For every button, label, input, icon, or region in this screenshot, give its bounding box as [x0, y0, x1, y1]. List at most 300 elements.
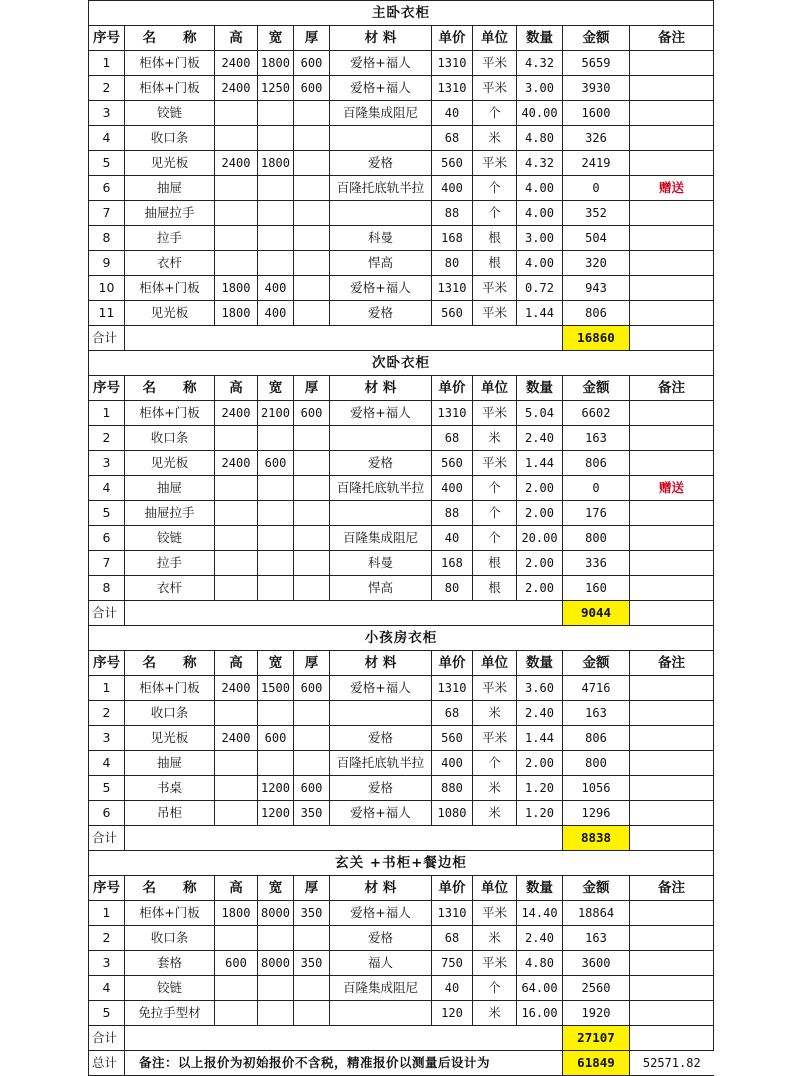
material-cell: 爱格	[330, 726, 432, 751]
material-cell: 爱格	[330, 451, 432, 476]
unit-price-cell: 40	[432, 101, 473, 126]
item-name-cell: 柜体+门板	[125, 676, 215, 701]
subtotal-amount: 27107	[563, 1026, 630, 1051]
material-cell: 百隆集成阻尼	[330, 976, 432, 1001]
subtotal-remark	[630, 326, 714, 351]
thickness-cell	[294, 576, 330, 601]
row-number-cell: 1	[89, 51, 125, 76]
unit-cell: 个	[473, 501, 517, 526]
subtotal-spacer	[125, 601, 563, 626]
item-name-cell: 抽屉拉手	[125, 201, 215, 226]
thickness-cell	[294, 251, 330, 276]
section-title: 玄关 +书柜+餐边柜	[89, 851, 714, 876]
height-cell	[215, 101, 258, 126]
table-row	[89, 801, 714, 826]
column-header-height: 高	[215, 876, 258, 901]
remark-cell	[630, 201, 714, 226]
remark-cell	[630, 526, 714, 551]
column-header-material: 材 料	[330, 26, 432, 51]
amount-cell: 352	[563, 201, 630, 226]
amount-cell: 3930	[563, 76, 630, 101]
material-cell: 爱格+福人	[330, 401, 432, 426]
remark-cell	[630, 801, 714, 826]
column-header-unit: 单位	[473, 876, 517, 901]
width-cell: 1500	[258, 676, 294, 701]
grand-total-label: 总计	[89, 1051, 125, 1076]
unit-cell: 平米	[473, 76, 517, 101]
row-number-cell: 7	[89, 551, 125, 576]
unit-cell: 米	[473, 776, 517, 801]
height-cell: 2400	[215, 76, 258, 101]
unit-price-cell: 1310	[432, 901, 473, 926]
height-cell	[215, 976, 258, 1001]
table-row	[89, 676, 714, 701]
width-cell	[258, 201, 294, 226]
remark-cell	[630, 501, 714, 526]
column-header-unit: 单位	[473, 651, 517, 676]
table-row	[89, 476, 714, 501]
column-header-thickness: 厚	[294, 651, 330, 676]
unit-price-cell: 750	[432, 951, 473, 976]
width-cell	[258, 701, 294, 726]
height-cell	[215, 801, 258, 826]
quantity-cell: 4.80	[517, 951, 563, 976]
table-row	[89, 276, 714, 301]
remark-cell	[630, 726, 714, 751]
unit-cell: 米	[473, 426, 517, 451]
item-name-cell: 柜体+门板	[125, 76, 215, 101]
amount-cell: 806	[563, 451, 630, 476]
unit-cell: 个	[473, 976, 517, 1001]
thickness-cell: 600	[294, 76, 330, 101]
width-cell	[258, 551, 294, 576]
unit-price-cell: 168	[432, 226, 473, 251]
column-header-quantity: 数量	[517, 876, 563, 901]
alternate-total: 52571.82	[630, 1051, 714, 1076]
material-cell: 悍高	[330, 251, 432, 276]
width-cell	[258, 176, 294, 201]
column-header-height: 高	[215, 651, 258, 676]
subtotal-label: 合计	[89, 601, 125, 626]
column-header-material: 材 料	[330, 376, 432, 401]
unit-price-cell: 560	[432, 151, 473, 176]
height-cell	[215, 251, 258, 276]
remark-cell	[630, 926, 714, 951]
width-cell	[258, 251, 294, 276]
thickness-cell	[294, 201, 330, 226]
row-number-cell: 2	[89, 701, 125, 726]
material-cell: 科曼	[330, 551, 432, 576]
row-number-cell: 6	[89, 801, 125, 826]
thickness-cell	[294, 726, 330, 751]
item-name-cell: 抽屉	[125, 476, 215, 501]
quantity-cell: 5.04	[517, 401, 563, 426]
unit-price-cell: 40	[432, 976, 473, 1001]
width-cell: 1250	[258, 76, 294, 101]
item-name-cell: 抽屉	[125, 751, 215, 776]
unit-cell: 平米	[473, 901, 517, 926]
column-header-height: 高	[215, 376, 258, 401]
material-cell: 科曼	[330, 226, 432, 251]
thickness-cell	[294, 926, 330, 951]
unit-cell: 米	[473, 926, 517, 951]
height-cell: 2400	[215, 676, 258, 701]
remark-cell	[630, 226, 714, 251]
subtotal-row	[89, 601, 714, 626]
subtotal-label: 合计	[89, 1026, 125, 1051]
unit-cell: 个	[473, 751, 517, 776]
material-cell	[330, 201, 432, 226]
material-cell	[330, 501, 432, 526]
quantity-cell: 3.00	[517, 76, 563, 101]
unit-price-cell: 880	[432, 776, 473, 801]
remark-cell	[630, 551, 714, 576]
amount-cell: 326	[563, 126, 630, 151]
section-title-row	[89, 851, 714, 876]
amount-cell: 800	[563, 526, 630, 551]
table-row	[89, 101, 714, 126]
amount-cell: 163	[563, 701, 630, 726]
thickness-cell	[294, 1001, 330, 1026]
thickness-cell	[294, 526, 330, 551]
quantity-cell: 1.20	[517, 776, 563, 801]
item-name-cell: 见光板	[125, 451, 215, 476]
column-header-remark: 备注	[630, 876, 714, 901]
width-cell: 400	[258, 301, 294, 326]
table-row	[89, 726, 714, 751]
column-header-unit: 单位	[473, 376, 517, 401]
thickness-cell	[294, 701, 330, 726]
remark-cell	[630, 426, 714, 451]
height-cell	[215, 226, 258, 251]
unit-cell: 平米	[473, 301, 517, 326]
quantity-cell: 64.00	[517, 976, 563, 1001]
material-cell: 爱格+福人	[330, 801, 432, 826]
quantity-cell: 1.44	[517, 726, 563, 751]
grand-total-note: 备注：以上报价为初始报价不含税，精准报价以测量后设计为	[125, 1051, 563, 1076]
material-cell: 爱格+福人	[330, 676, 432, 701]
thickness-cell: 350	[294, 951, 330, 976]
material-cell: 百隆托底轨半拉	[330, 751, 432, 776]
table-row	[89, 576, 714, 601]
material-cell: 百隆集成阻尼	[330, 526, 432, 551]
item-name-cell: 收口条	[125, 701, 215, 726]
thickness-cell	[294, 551, 330, 576]
quantity-cell: 2.00	[517, 751, 563, 776]
subtotal-row	[89, 826, 714, 851]
material-cell: 爱格	[330, 776, 432, 801]
unit-price-cell: 1310	[432, 276, 473, 301]
quantity-cell: 40.00	[517, 101, 563, 126]
unit-cell: 平米	[473, 451, 517, 476]
column-header-row-number: 序号	[89, 26, 125, 51]
thickness-cell	[294, 101, 330, 126]
column-header-width: 宽	[258, 376, 294, 401]
section-title: 次卧衣柜	[89, 351, 714, 376]
table-row	[89, 951, 714, 976]
unit-cell: 个	[473, 201, 517, 226]
quantity-cell: 20.00	[517, 526, 563, 551]
item-name-cell: 拉手	[125, 551, 215, 576]
width-cell	[258, 126, 294, 151]
thickness-cell	[294, 151, 330, 176]
header-row	[89, 26, 714, 51]
width-cell: 400	[258, 276, 294, 301]
width-cell: 1200	[258, 801, 294, 826]
thickness-cell	[294, 276, 330, 301]
table-row	[89, 401, 714, 426]
material-cell	[330, 701, 432, 726]
height-cell	[215, 426, 258, 451]
grand-total-row	[89, 1051, 714, 1076]
column-header-remark: 备注	[630, 651, 714, 676]
row-number-cell: 6	[89, 526, 125, 551]
item-name-cell: 吊柜	[125, 801, 215, 826]
unit-cell: 米	[473, 701, 517, 726]
height-cell: 2400	[215, 51, 258, 76]
table-row	[89, 151, 714, 176]
remark-cell	[630, 276, 714, 301]
subtotal-label: 合计	[89, 326, 125, 351]
quantity-cell: 2.00	[517, 576, 563, 601]
subtotal-amount: 16860	[563, 326, 630, 351]
remark-cell	[630, 451, 714, 476]
remark-cell	[630, 976, 714, 1001]
item-name-cell: 见光板	[125, 301, 215, 326]
thickness-cell: 350	[294, 901, 330, 926]
column-header-unit-price: 单价	[432, 376, 473, 401]
unit-cell: 米	[473, 801, 517, 826]
amount-cell: 4716	[563, 676, 630, 701]
amount-cell: 320	[563, 251, 630, 276]
amount-cell: 18864	[563, 901, 630, 926]
table-row	[89, 426, 714, 451]
remark-cell: 赠送	[630, 476, 714, 501]
table-row	[89, 126, 714, 151]
remark-cell	[630, 51, 714, 76]
table-row	[89, 926, 714, 951]
height-cell	[215, 701, 258, 726]
section-title-row	[89, 1, 714, 26]
column-header-item-name: 名 称	[125, 26, 215, 51]
material-cell	[330, 126, 432, 151]
unit-cell: 平米	[473, 276, 517, 301]
quantity-cell: 1.44	[517, 451, 563, 476]
column-header-thickness: 厚	[294, 376, 330, 401]
row-number-cell: 2	[89, 76, 125, 101]
thickness-cell: 350	[294, 801, 330, 826]
quantity-cell: 4.80	[517, 126, 563, 151]
amount-cell: 806	[563, 301, 630, 326]
header-row	[89, 376, 714, 401]
unit-price-cell: 1310	[432, 676, 473, 701]
remark-cell	[630, 751, 714, 776]
subtotal-spacer	[125, 326, 563, 351]
column-header-width: 宽	[258, 876, 294, 901]
quantity-cell: 1.20	[517, 801, 563, 826]
quote-sheet	[88, 0, 714, 1076]
height-cell: 1800	[215, 301, 258, 326]
column-header-height: 高	[215, 26, 258, 51]
thickness-cell: 600	[294, 676, 330, 701]
row-number-cell: 6	[89, 176, 125, 201]
width-cell	[258, 751, 294, 776]
row-number-cell: 11	[89, 301, 125, 326]
quantity-cell: 1.44	[517, 301, 563, 326]
width-cell	[258, 226, 294, 251]
width-cell	[258, 501, 294, 526]
material-cell: 百隆托底轨半拉	[330, 476, 432, 501]
table-row	[89, 526, 714, 551]
row-number-cell: 3	[89, 101, 125, 126]
unit-cell: 根	[473, 226, 517, 251]
width-cell	[258, 526, 294, 551]
height-cell	[215, 476, 258, 501]
column-header-unit-price: 单价	[432, 876, 473, 901]
column-header-amount: 金额	[563, 376, 630, 401]
subtotal-spacer	[125, 826, 563, 851]
height-cell	[215, 551, 258, 576]
amount-cell: 943	[563, 276, 630, 301]
column-header-remark: 备注	[630, 376, 714, 401]
item-name-cell: 衣杆	[125, 576, 215, 601]
amount-cell: 2419	[563, 151, 630, 176]
unit-price-cell: 1310	[432, 51, 473, 76]
remark-cell	[630, 576, 714, 601]
material-cell: 爱格	[330, 151, 432, 176]
column-header-quantity: 数量	[517, 26, 563, 51]
material-cell: 爱格+福人	[330, 51, 432, 76]
column-header-remark: 备注	[630, 26, 714, 51]
height-cell	[215, 176, 258, 201]
column-header-amount: 金额	[563, 651, 630, 676]
unit-cell: 平米	[473, 726, 517, 751]
height-cell: 1800	[215, 901, 258, 926]
remark-cell	[630, 301, 714, 326]
amount-cell: 3600	[563, 951, 630, 976]
height-cell: 2400	[215, 401, 258, 426]
unit-price-cell: 400	[432, 751, 473, 776]
unit-price-cell: 88	[432, 501, 473, 526]
height-cell: 600	[215, 951, 258, 976]
item-name-cell: 柜体+门板	[125, 901, 215, 926]
unit-price-cell: 560	[432, 301, 473, 326]
subtotal-amount: 8838	[563, 826, 630, 851]
subtotal-remark	[630, 1026, 714, 1051]
remark-cell	[630, 951, 714, 976]
subtotal-row	[89, 1026, 714, 1051]
item-name-cell: 收口条	[125, 426, 215, 451]
column-header-item-name: 名 称	[125, 876, 215, 901]
header-row	[89, 876, 714, 901]
unit-cell: 平米	[473, 401, 517, 426]
thickness-cell: 600	[294, 776, 330, 801]
thickness-cell	[294, 451, 330, 476]
unit-cell: 米	[473, 126, 517, 151]
table-row	[89, 701, 714, 726]
quantity-cell: 16.00	[517, 1001, 563, 1026]
row-number-cell: 8	[89, 576, 125, 601]
row-number-cell: 3	[89, 451, 125, 476]
column-header-thickness: 厚	[294, 876, 330, 901]
unit-cell: 根	[473, 576, 517, 601]
subtotal-amount: 9044	[563, 601, 630, 626]
unit-cell: 个	[473, 101, 517, 126]
material-cell: 福人	[330, 951, 432, 976]
remark-cell	[630, 776, 714, 801]
unit-cell: 根	[473, 551, 517, 576]
subtotal-remark	[630, 601, 714, 626]
item-name-cell: 抽屉拉手	[125, 501, 215, 526]
amount-cell: 6602	[563, 401, 630, 426]
height-cell	[215, 126, 258, 151]
subtotal-label: 合计	[89, 826, 125, 851]
row-number-cell: 4	[89, 976, 125, 1001]
material-cell: 爱格+福人	[330, 276, 432, 301]
unit-price-cell: 68	[432, 426, 473, 451]
table-row	[89, 176, 714, 201]
unit-price-cell: 68	[432, 701, 473, 726]
row-number-cell: 5	[89, 151, 125, 176]
row-number-cell: 8	[89, 226, 125, 251]
table-row	[89, 551, 714, 576]
item-name-cell: 收口条	[125, 126, 215, 151]
width-cell	[258, 426, 294, 451]
row-number-cell: 4	[89, 476, 125, 501]
grand-total-amount: 61849	[563, 1051, 630, 1076]
row-number-cell: 9	[89, 251, 125, 276]
height-cell	[215, 501, 258, 526]
width-cell	[258, 1001, 294, 1026]
remark-cell: 赠送	[630, 176, 714, 201]
width-cell	[258, 576, 294, 601]
unit-price-cell: 1080	[432, 801, 473, 826]
subtotal-spacer	[125, 1026, 563, 1051]
column-header-material: 材 料	[330, 651, 432, 676]
column-header-width: 宽	[258, 26, 294, 51]
amount-cell: 160	[563, 576, 630, 601]
height-cell	[215, 201, 258, 226]
width-cell: 600	[258, 451, 294, 476]
thickness-cell	[294, 501, 330, 526]
quantity-cell: 4.32	[517, 51, 563, 76]
thickness-cell: 600	[294, 401, 330, 426]
quantity-cell: 2.40	[517, 426, 563, 451]
amount-cell: 800	[563, 751, 630, 776]
section-title: 小孩房衣柜	[89, 626, 714, 651]
width-cell	[258, 476, 294, 501]
height-cell	[215, 576, 258, 601]
width-cell	[258, 926, 294, 951]
amount-cell: 806	[563, 726, 630, 751]
amount-cell: 1056	[563, 776, 630, 801]
column-header-quantity: 数量	[517, 376, 563, 401]
unit-price-cell: 560	[432, 726, 473, 751]
quantity-cell: 2.00	[517, 551, 563, 576]
amount-cell: 163	[563, 926, 630, 951]
column-header-unit-price: 单价	[432, 651, 473, 676]
remark-cell	[630, 76, 714, 101]
remark-cell	[630, 151, 714, 176]
row-number-cell: 1	[89, 676, 125, 701]
item-name-cell: 套格	[125, 951, 215, 976]
unit-price-cell: 40	[432, 526, 473, 551]
width-cell: 1200	[258, 776, 294, 801]
height-cell	[215, 776, 258, 801]
item-name-cell: 铰链	[125, 526, 215, 551]
remark-cell	[630, 126, 714, 151]
section-title: 主卧衣柜	[89, 1, 714, 26]
